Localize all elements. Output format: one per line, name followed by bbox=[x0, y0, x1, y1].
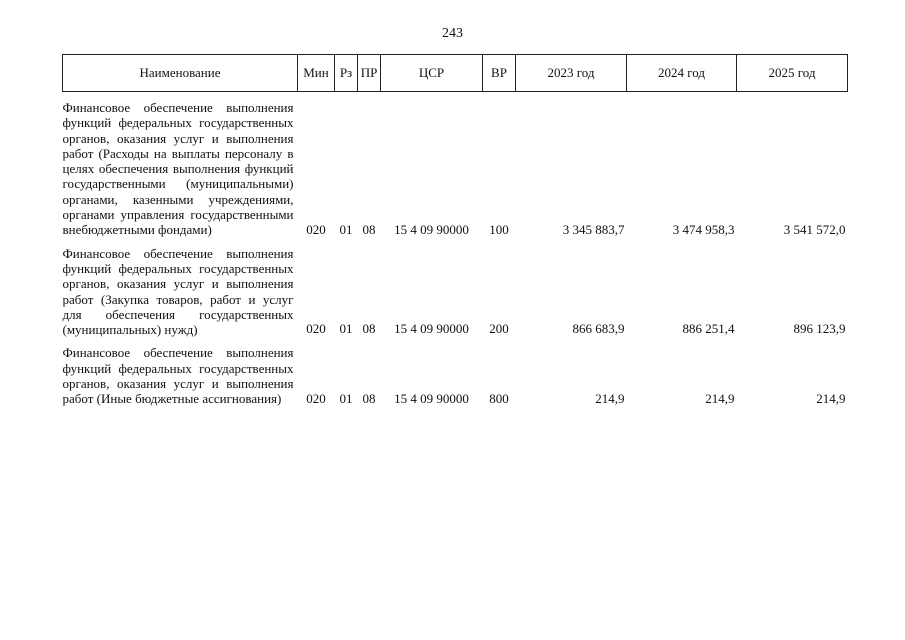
header-2023: 2023 год bbox=[516, 55, 627, 92]
header-2024: 2024 год bbox=[627, 55, 737, 92]
table-row bbox=[63, 92, 848, 238]
row-2025: 3 541 572,0 bbox=[783, 221, 846, 237]
budget-table bbox=[62, 54, 848, 407]
table-row bbox=[63, 238, 848, 338]
row-vr: 100 bbox=[489, 221, 509, 237]
row-2025: 214,9 bbox=[816, 390, 846, 406]
row-csr: 15 4 09 90000 bbox=[394, 221, 469, 237]
page-number: 243 bbox=[442, 26, 463, 41]
header-name: Наименование bbox=[63, 55, 298, 92]
header-2025: 2025 год bbox=[737, 55, 848, 92]
row-csr: 15 4 09 90000 bbox=[394, 390, 469, 406]
table-body bbox=[63, 92, 848, 407]
row-vr: 800 bbox=[489, 390, 509, 406]
row-pr: 08 bbox=[362, 390, 376, 406]
row-name: Финансовое обеспечение выполнения функций федеральных государственных органов, оказания услуг и выполнения работ (Расходы на выплаты персоналу в целях обеспечения выполнения функций государственными (муниципальными) органами, казенными учреждениями, органами управления государственными внебюджетными фондами) bbox=[62, 100, 294, 238]
header-rz: Рз bbox=[335, 55, 358, 92]
header-pr: ПР bbox=[358, 55, 381, 92]
row-pr: 08 bbox=[362, 321, 376, 337]
row-min: 020 bbox=[306, 390, 326, 406]
row-2023: 866 683,9 bbox=[572, 321, 625, 337]
header-vr: ВР bbox=[483, 55, 516, 92]
row-name: Финансовое обеспечение выполнения функций федеральных государственных органов, оказания услуг и выполнения работ (Закупка товаров, работ и услуг для обеспечения государственных (муниципальных) нужд) bbox=[62, 245, 294, 338]
header-row bbox=[63, 55, 848, 92]
row-min: 020 bbox=[306, 221, 326, 237]
row-2025: 896 123,9 bbox=[793, 321, 846, 337]
row-rz: 01 bbox=[339, 321, 353, 337]
row-csr: 15 4 09 90000 bbox=[394, 321, 469, 337]
row-min: 020 bbox=[306, 321, 326, 337]
table-row bbox=[63, 337, 848, 406]
table-header bbox=[63, 55, 848, 92]
row-pr: 08 bbox=[362, 221, 376, 237]
row-2024: 886 251,4 bbox=[682, 321, 735, 337]
row-2023: 3 345 883,7 bbox=[562, 221, 625, 237]
row-rz: 01 bbox=[339, 221, 353, 237]
row-rz: 01 bbox=[339, 390, 353, 406]
header-csr: ЦСР bbox=[381, 55, 483, 92]
row-2024: 214,9 bbox=[705, 390, 735, 406]
header-min: Мин bbox=[298, 55, 335, 92]
row-2024: 3 474 958,3 bbox=[672, 221, 735, 237]
row-2023: 214,9 bbox=[595, 390, 625, 406]
row-name: Финансовое обеспечение выполнения функций федеральных государственных органов, оказания услуг и выполнения работ (Иные бюджетные ассигнования) bbox=[62, 345, 294, 407]
row-vr: 200 bbox=[489, 321, 509, 337]
